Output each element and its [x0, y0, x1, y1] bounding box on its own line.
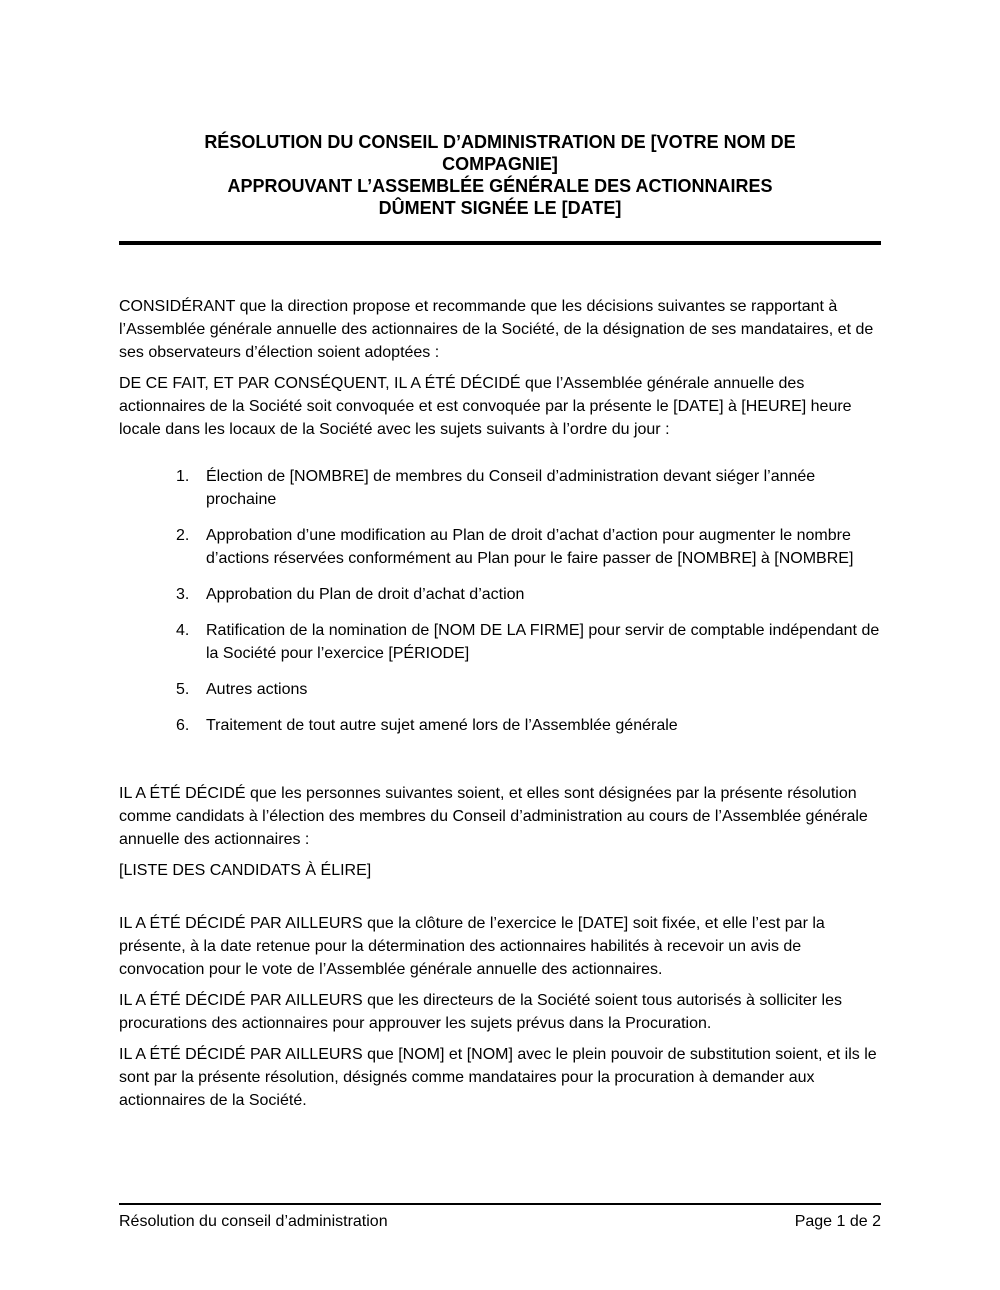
agenda-item-number: 3. — [176, 586, 190, 603]
document-body — [119, 295, 881, 1112]
document-title — [119, 0, 881, 219]
document-footer — [119, 1203, 881, 1232]
paragraph-directeurs-procurations: IL A ÉTÉ DÉCIDÉ PAR AILLEURS que les directeurs de la Société soient tous autorisés à solliciter les procurations des actionnaires pour approuver les sujets prévus dans la Procuration. — [119, 992, 843, 1032]
footer-row — [119, 1205, 881, 1232]
title-line-2: COMPAGNIE] — [442, 154, 558, 174]
title-line-1: RÉSOLUTION DU CONSEIL D’ADMINISTRATION DE [VOTRE NOM DE — [204, 132, 796, 152]
agenda-item-number: 6. — [176, 717, 190, 734]
agenda-item-6 — [176, 714, 881, 737]
agenda-item-text: Ratification de la nomination de [NOM DE LA FIRME] pour servir de comptable indépendant de la Société pour l’exercice [PÉRIODE] — [206, 622, 880, 662]
title-line-3: APPROUVANT L’ASSEMBLÉE GÉNÉRALE DES ACTIONNAIRES — [227, 176, 773, 196]
agenda-item-4 — [176, 619, 881, 665]
title-divider-rule — [119, 241, 881, 245]
paragraph-decide-candidats: IL A ÉTÉ DÉCIDÉ que les personnes suivantes soient, et elles sont désignées par la présente résolution comme candidats à l’élection des membres du Conseil d’administration au cours de l’Assemblée générale annuelle des actionnaires : — [119, 785, 868, 848]
agenda-item-text: Élection de [NOMBRE] de membres du Conseil d’administration devant siéger l’année prochaine — [206, 468, 816, 508]
agenda-item-number: 5. — [176, 681, 190, 698]
agenda-list — [176, 465, 881, 737]
agenda-item-number: 2. — [176, 527, 190, 544]
footer-page-number: Page 1 de 2 — [794, 1213, 881, 1230]
paragraph-considerant: CONSIDÉRANT que la direction propose et recommande que les décisions suivantes se rapportant à l’Assemblée générale annuelle des actionnaires de la Société, de la désignation de ses mandataires, et de ses observateurs d’élection soient adoptées : — [119, 298, 874, 361]
agenda-item-number: 4. — [176, 622, 190, 639]
agenda-item-1 — [176, 465, 881, 511]
agenda-item-text: Autres actions — [206, 681, 308, 698]
paragraph-cloture-exercice: IL A ÉTÉ DÉCIDÉ PAR AILLEURS que la clôture de l’exercice le [DATE] soit fixée, et elle l’est par la présente, à la date retenue pour la détermination des actionnaires habilités à recevoir un avis de convocation pour le vote de l’Assemblée générale annuelle des actionnaires. — [119, 915, 825, 978]
agenda-item-text: Approbation du Plan de droit d’achat d’action — [206, 586, 525, 603]
agenda-item-5 — [176, 678, 881, 701]
agenda-item-2 — [176, 524, 881, 570]
agenda-item-text: Approbation d’une modification au Plan de droit d’achat d’action pour augmenter le nombre d’actions réservées conformément au Plan pour le faire passer de [NOMBRE] à [NOMBRE] — [206, 527, 854, 567]
title-line-4: DÛMENT SIGNÉE LE [DATE] — [378, 198, 622, 218]
paragraph-de-ce-fait: DE CE FAIT, ET PAR CONSÉQUENT, IL A ÉTÉ DÉCIDÉ que l’Assemblée générale annuelle des actionnaires de la Société soit convoquée et est convoquée par la présente le [DATE] à [HEURE] heure locale dans les locaux de la Société avec les sujets suivants à l’ordre du jour : — [119, 375, 852, 438]
agenda-item-number: 1. — [176, 468, 190, 485]
candidates-placeholder: [LISTE DES CANDIDATS À ÉLIRE] — [119, 862, 372, 879]
agenda-item-3 — [176, 583, 881, 606]
paragraph-mandataires: IL A ÉTÉ DÉCIDÉ PAR AILLEURS que [NOM] et [NOM] avec le plein pouvoir de substitution soient, et ils le sont par la présente résolution, désignés comme mandataires pour la procuration à demander aux actionnaires de la Société. — [119, 1046, 877, 1109]
footer-document-title: Résolution du conseil d’administration — [119, 1213, 388, 1230]
agenda-item-text: Traitement de tout autre sujet amené lors de l’Assemblée générale — [206, 717, 678, 734]
